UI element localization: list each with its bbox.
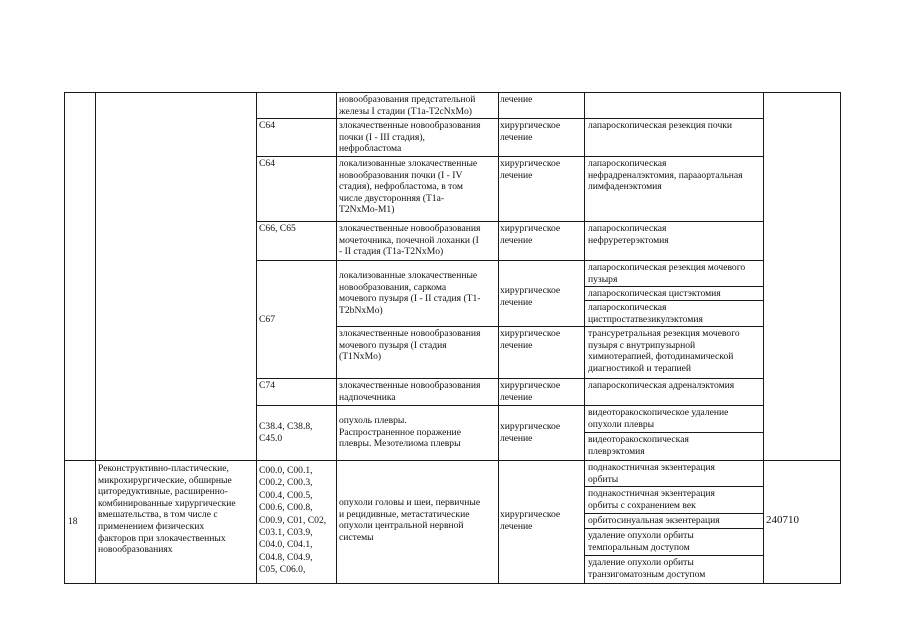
method-border <box>584 513 764 514</box>
table-border <box>64 92 65 583</box>
diagnosis-line: локализованные злокачественные <box>339 158 478 169</box>
treatment-line: хирургическое <box>500 158 561 169</box>
diagnosis-line: злокачественные новообразования <box>339 120 481 131</box>
diagnosis-cell <box>339 94 497 117</box>
code-line: C04.8, C04.9, <box>259 551 313 563</box>
method-cell <box>588 462 763 485</box>
diagnosis-line: почки (I - III стадия), <box>339 131 425 143</box>
diagnosis-line: новообразования почки (I - IV <box>339 169 463 181</box>
group-line: комбинированные хирургические <box>98 497 236 509</box>
method-cell <box>588 515 763 527</box>
method-line: орбиты с сохранением век <box>588 499 696 511</box>
treatment-line: хирургическое <box>500 509 561 520</box>
method-line: пузыря <box>588 273 618 285</box>
diagnosis-cell <box>339 415 497 450</box>
group-cell <box>98 463 255 556</box>
method-line: удаление опухоли орбиты <box>588 530 694 541</box>
method-line: лапароскопическая <box>588 302 667 313</box>
diagnosis-line: T2bNxMo) <box>339 304 383 316</box>
method-line: видеоторакоскопическое удаление <box>588 407 729 418</box>
table-border <box>256 405 764 406</box>
treatment-cell <box>500 285 583 308</box>
method-cell <box>588 488 763 511</box>
method-cell <box>588 223 763 246</box>
code-line: C00.2, C00.3, <box>259 477 313 489</box>
method-line: лапароскопическая резекция почки <box>588 120 733 131</box>
treatment-line: лечение <box>500 339 533 351</box>
code-cell: C64 <box>259 158 275 169</box>
table-border <box>584 92 585 583</box>
diagnosis-line: мочевого пузыря (I - II стадия (T1- <box>339 293 481 305</box>
diagnosis-line: (T1NxMo) <box>339 351 382 363</box>
treatment-cell <box>500 421 583 444</box>
code-cell: C67 <box>259 314 275 325</box>
method-cell <box>588 380 763 392</box>
treatment-line: лечение <box>500 432 533 444</box>
diagnosis-cell <box>339 120 497 155</box>
method-cell <box>588 120 763 132</box>
group-line: вмешательства, в том числе с <box>98 509 218 521</box>
treatment-cell <box>500 328 583 351</box>
diagnosis-line: опухоли головы и шеи, первичные <box>339 497 481 508</box>
method-cell <box>588 530 763 553</box>
treatment-cell <box>500 94 583 106</box>
table-border <box>256 92 257 583</box>
diagnosis-line: злокачественные новообразования <box>339 328 481 339</box>
method-line: лапароскопическая цистэктомия <box>588 288 721 299</box>
treatment-line: хирургическое <box>500 380 561 391</box>
method-line: диагностикой и терапией <box>588 362 692 374</box>
diagnosis-line: опухоль плевры. <box>339 415 407 426</box>
method-cell <box>588 328 763 374</box>
diagnosis-line: числе двусторонняя (T1a- <box>339 192 445 204</box>
treatment-line: лечение <box>500 234 533 246</box>
group-line: микрохирургические, обширные <box>98 474 232 486</box>
method-border <box>584 432 764 433</box>
diagnosis-line: плевры. Мезотелиома плевры <box>339 438 461 450</box>
method-line: темпоральным доступом <box>588 541 690 553</box>
table-border <box>256 260 764 261</box>
treatment-line: лечение <box>500 169 533 181</box>
diagnosis-line: и рецидивные, метастатические <box>339 508 470 520</box>
method-line: транзигоматозным доступом <box>588 568 706 580</box>
method-line: лапароскопическая <box>588 223 667 234</box>
code-line: C00.6, C00.8, <box>259 502 313 514</box>
cost-value: 240710 <box>766 515 799 526</box>
diagnosis-cell <box>339 270 497 316</box>
diagnosis-cell <box>339 497 497 543</box>
diagnosis-line: локализованные злокачественные <box>339 270 478 281</box>
method-cell <box>588 288 763 300</box>
method-cell <box>588 407 763 430</box>
code-line: C38.4, C38.8, <box>259 421 313 432</box>
table-border <box>763 92 764 583</box>
treatment-line: лечение <box>500 94 533 105</box>
treatment-cell <box>500 158 583 181</box>
method-cell <box>588 557 763 580</box>
row-number: 18 <box>68 516 78 527</box>
diagnosis-cell <box>339 158 497 216</box>
method-line: поднакостничная экзентерация <box>588 462 715 473</box>
method-line: лапароскопическая <box>588 158 667 169</box>
treatment-cell <box>500 120 583 143</box>
code-line: C45.0 <box>259 432 283 444</box>
method-border <box>584 486 764 487</box>
code-line: C00.9, C01, C02, <box>259 514 327 526</box>
treatment-line: хирургическое <box>500 223 561 234</box>
treatment-line: лечение <box>500 391 533 403</box>
group-line: новообразованиях <box>98 544 173 556</box>
method-line: орбиты <box>588 473 619 485</box>
diagnosis-line: нефробластома <box>339 143 402 155</box>
method-line: лапароскопическая адреналэктомия <box>588 380 735 391</box>
table-border <box>336 326 764 327</box>
method-line: пузыря с внутрипузырной <box>588 339 696 351</box>
code-line: C05, C06.0, <box>259 564 306 576</box>
method-line: орбитосинуальная экзентерация <box>588 515 720 526</box>
group-line: применением физических <box>98 520 205 532</box>
table-border <box>256 156 764 157</box>
method-line: трансуретральная резекция мочевого <box>588 328 740 339</box>
code-cell: C64 <box>259 120 275 131</box>
table-border <box>256 378 764 379</box>
code-cell <box>259 465 335 577</box>
method-cell <box>588 262 763 285</box>
table-border <box>336 92 337 583</box>
diagnosis-line: - II стадия (T1a-T2NxMo) <box>339 246 444 258</box>
treatment-cell <box>500 223 583 246</box>
diagnosis-cell <box>339 328 497 363</box>
diagnosis-line: мочеточника, почечной лоханки (I <box>339 234 479 246</box>
code-cell <box>259 421 335 444</box>
group-line: Реконструктивно-пластические, <box>98 463 229 474</box>
method-border <box>584 555 764 556</box>
diagnosis-line: надпочечника <box>339 391 396 403</box>
diagnosis-cell <box>339 223 497 258</box>
method-line: плеврэктомия <box>588 445 645 457</box>
diagnosis-line: стадия), нефробластома, в том <box>339 181 463 193</box>
treatment-cell <box>500 380 583 403</box>
diagnosis-line: злокачественные новообразования <box>339 380 481 391</box>
diagnosis-cell <box>339 380 497 403</box>
method-line: химиотерапией, фотодинамической <box>588 351 734 363</box>
table-border <box>256 118 764 119</box>
method-line: поднакостничная экзентерация <box>588 488 715 499</box>
method-line: удаление опухоли орбиты <box>588 557 694 568</box>
table-border <box>256 221 764 222</box>
diagnosis-line: системы <box>339 531 374 543</box>
code-line: C03.1, C03.9, <box>259 527 313 539</box>
method-cell <box>588 434 763 457</box>
method-cell <box>588 302 763 325</box>
group-line: факторов при злокачественных <box>98 532 226 544</box>
method-border <box>584 300 764 301</box>
method-line: нефрадреналэктомия, парааортальная <box>588 169 743 181</box>
code-line: C04.0, C04.1, <box>259 539 313 551</box>
table-border <box>64 583 841 584</box>
treatment-line: лечение <box>500 520 533 532</box>
treatment-cell <box>500 509 583 532</box>
method-line: лимфаденэктомия <box>588 181 662 193</box>
code-cell: C66, C65 <box>259 223 296 234</box>
method-line: лапароскопическая резекция мочевого <box>588 262 746 273</box>
method-line: нефруретерэктомия <box>588 234 669 246</box>
diagnosis-line: железы I стадии (T1a-T2cNxMo) <box>339 105 472 117</box>
diagnosis-line: T2NxMo-M1) <box>339 204 395 216</box>
diagnosis-line: опухоли центральной нервной <box>339 520 464 532</box>
treatment-line: хирургическое <box>500 285 561 296</box>
diagnosis-line: мочевого пузыря (I стадия <box>339 339 447 351</box>
method-line: цистпростатвезикулэктомия <box>588 313 703 325</box>
diagnosis-line: Распространенное поражение <box>339 426 461 438</box>
diagnosis-line: злокачественные новообразования <box>339 223 481 234</box>
method-line: видеоторакоскопическая <box>588 434 689 445</box>
treatment-line: хирургическое <box>500 421 561 432</box>
method-cell <box>588 158 763 193</box>
treatment-line: хирургическое <box>500 120 561 131</box>
table-border <box>64 460 841 461</box>
code-cell: C74 <box>259 380 275 391</box>
code-line: C00.0, C00.1, <box>259 465 313 476</box>
table-border <box>95 92 96 583</box>
treatment-line: лечение <box>500 131 533 143</box>
treatment-line: лечение <box>500 296 533 308</box>
method-border <box>584 528 764 529</box>
diagnosis-line: новообразования, саркома <box>339 281 447 293</box>
code-line: C00.4, C00.5, <box>259 489 313 501</box>
diagnosis-line: новообразования предстательной <box>339 94 476 105</box>
table-border <box>498 92 499 583</box>
method-line: опухоли плевры <box>588 418 655 430</box>
group-line: циторедуктивные, расширенно- <box>98 486 228 498</box>
method-border <box>584 286 764 287</box>
table-border <box>840 92 841 583</box>
table-border <box>64 92 841 93</box>
treatment-line: хирургическое <box>500 328 561 339</box>
